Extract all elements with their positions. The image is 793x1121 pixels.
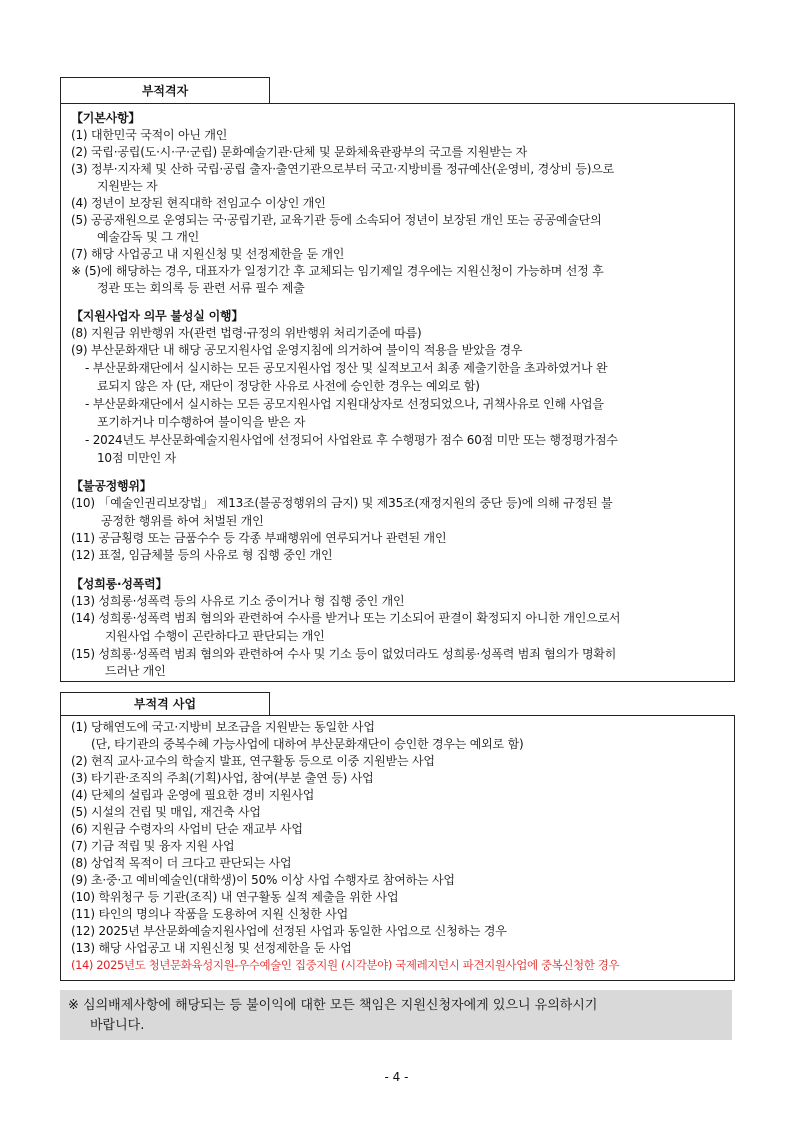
project-item: (12) 2025년 부산문화예술지원사업에 선정된 사업과 동일한 사업으로 신청하는 경우 [71, 924, 507, 938]
project-item: (2) 현직 교사·교수의 학술지 발표, 연구활동 등으로 이중 지원받는 사업 [71, 754, 435, 768]
page-number: - 4 - [384, 1070, 409, 1084]
unfair-heading: 【불공정행위】 [71, 479, 152, 493]
project-item: (7) 기금 적립 및 융자 지원 사업 [71, 839, 235, 853]
notice-box [60, 990, 732, 1040]
basic-item: (3) 정부·지자체 및 산하 국립·공립 출자·출연기관으로부터 국고·지방비를 정규예산(운영비, 경상비 등)으로 [71, 162, 615, 176]
unfair-item: (11) 공금횡령 또는 금품수수 등 각종 부패행위에 연루되거나 관련된 개인 [71, 531, 447, 545]
duty-item: (8) 지원금 위반행위 자(관련 법령·규정의 위반행위 처리기준에 따름) [71, 326, 422, 340]
project-item: (8) 상업적 목적이 더 크다고 판단되는 사업 [71, 856, 292, 870]
project-item: (4) 단체의 설립과 운영에 필요한 경비 지원사업 [71, 788, 315, 802]
duty-subitem: - 부산문화재단에서 실시하는 모든 공모지원사업 지원대상자로 선정되었으나, 귀책사유로 인해 사업을 [85, 397, 604, 411]
notice-line: ※ 심의배제사항에 해당되는 등 불이익에 대한 모든 책임은 지원신청자에게 있으니 유의하시기 [68, 998, 598, 1013]
unfair-item-cont: 공정한 행위를 하여 처벌된 개인 [101, 514, 264, 528]
duty-heading: 【지원사업자 의무 불성실 이행】 [71, 309, 244, 323]
project-item: (5) 시설의 건립 및 매입, 재건축 사업 [71, 805, 261, 819]
basic-item: (4) 정년이 보장된 현직대학 전임교수 이상인 개인 [71, 196, 326, 210]
duty-subitem-cont: 10점 미만인 자 [97, 451, 177, 465]
project-item: (10) 학위청구 등 기관(조직) 내 연구활동 실적 제출을 위한 사업 [71, 890, 399, 904]
duty-subitem: - 2024년도 부산문화예술지원사업에 선정되어 사업완료 후 수행평가 점수 60점 미만 또는 행정평가점수 [85, 433, 618, 447]
section-title-ineligible-projects: 부적격 사업 [60, 692, 270, 716]
harass-item-cont: 드러난 개인 [105, 664, 166, 678]
basic-item-cont: 지원받는 자 [97, 179, 158, 193]
project-item-highlighted: (14) 2025년도 청년문화육성지원-우수예술인 집중지원 (시각분야) 국제레지던시 파견지원사업에 중복신청한 경우 [71, 958, 620, 972]
harass-item: (13) 성희롱·성폭력 등의 사유로 기소 중이거나 형 집행 중인 개인 [71, 594, 405, 608]
project-item: (1) 당해연도에 국고·지방비 보조금을 지원받는 동일한 사업 [71, 720, 375, 734]
project-item: (11) 타인의 명의나 작품을 도용하여 지원 신청한 사업 [71, 907, 348, 921]
basic-item: (5) 공공재원으로 운영되는 국·공립기관, 교육기관 등에 소속되어 정년이 보장된 개인 또는 공공예술단의 [71, 213, 602, 227]
harass-item: (14) 성희롱·성폭력 범죄 혐의와 관련하여 수사를 받거나 또는 기소되어 판결이 확정되지 아니한 개인으로서 [71, 611, 621, 625]
ineligible-projects-box [60, 715, 735, 981]
basic-note-cont: 정관 또는 회의록 등 관련 서류 필수 제출 [97, 281, 305, 295]
project-item-note: (단, 타기관의 중복수혜 가능사업에 대하여 부산문화재단이 승인한 경우는 예외로 함) [91, 737, 524, 751]
section-title-ineligible-persons: 부적격자 [60, 77, 270, 104]
basic-item: (1) 대한민국 국적이 아닌 개인 [71, 128, 228, 142]
duty-subitem-cont: 료되지 않은 자 (단, 재단이 정당한 사유로 사전에 승인한 경우는 예외로 함) [97, 379, 480, 393]
project-item: (6) 지원금 수령자의 사업비 단순 재교부 사업 [71, 822, 303, 836]
notice-line-cont: 바랍니다. [90, 1018, 145, 1033]
basic-item-cont: 예술감독 및 그 개인 [97, 230, 199, 244]
project-item: (9) 초·중·고 예비예술인(대학생)이 50% 이상 사업 수행자로 참여하는 사업 [71, 873, 455, 887]
project-item: (13) 해당 사업공고 내 지원신청 및 선정제한을 둔 사업 [71, 941, 352, 955]
ineligible-persons-box [60, 103, 735, 682]
harass-heading: 【성희롱·성폭력】 [71, 577, 168, 591]
harass-item: (15) 성희롱·성폭력 범죄 혐의와 관련하여 수사 및 기소 등이 없었더라도 성희롱·성폭력 범죄 혐의가 명확히 [71, 647, 617, 661]
duty-subitem-cont: 포기하거나 미수행하여 불이익을 받은 자 [97, 415, 306, 429]
unfair-item: (10) 「예술인권리보장법」 제13조(불공정행위의 금지) 및 제35조(재정지원의 중단 등)에 의해 규정된 불 [71, 496, 613, 510]
harass-item-cont: 지원사업 수행이 곤란하다고 판단되는 개인 [105, 629, 325, 643]
basic-note: ※ (5)에 해당하는 경우, 대표자가 일정기간 후 교체되는 임기제일 경우에는 지원신청이 가능하며 선정 후 [71, 264, 604, 278]
unfair-item: (12) 표절, 임금체불 등의 사유로 형 집행 중인 개인 [71, 548, 333, 562]
duty-subitem: - 부산문화재단에서 실시하는 모든 공모지원사업 정산 및 실적보고서 최종 제출기한을 초과하였거나 완 [85, 361, 608, 375]
duty-item: (9) 부산문화재단 내 해당 공모지원사업 운영지침에 의거하여 불이익 적용을 받았을 경우 [71, 343, 523, 357]
basic-item: (2) 국립·공립(도·시·구·군립) 문화예술기관·단체 및 문화체육관광부의 국고를 지원받는 자 [71, 145, 528, 159]
project-item: (3) 타기관·조직의 주최(기획)사업, 참여(부분 출연 등) 사업 [71, 771, 374, 785]
basic-heading: 【기본사항】 [71, 111, 141, 125]
basic-item: (7) 해당 사업공고 내 지원신청 및 선정제한을 둔 개인 [71, 247, 345, 261]
